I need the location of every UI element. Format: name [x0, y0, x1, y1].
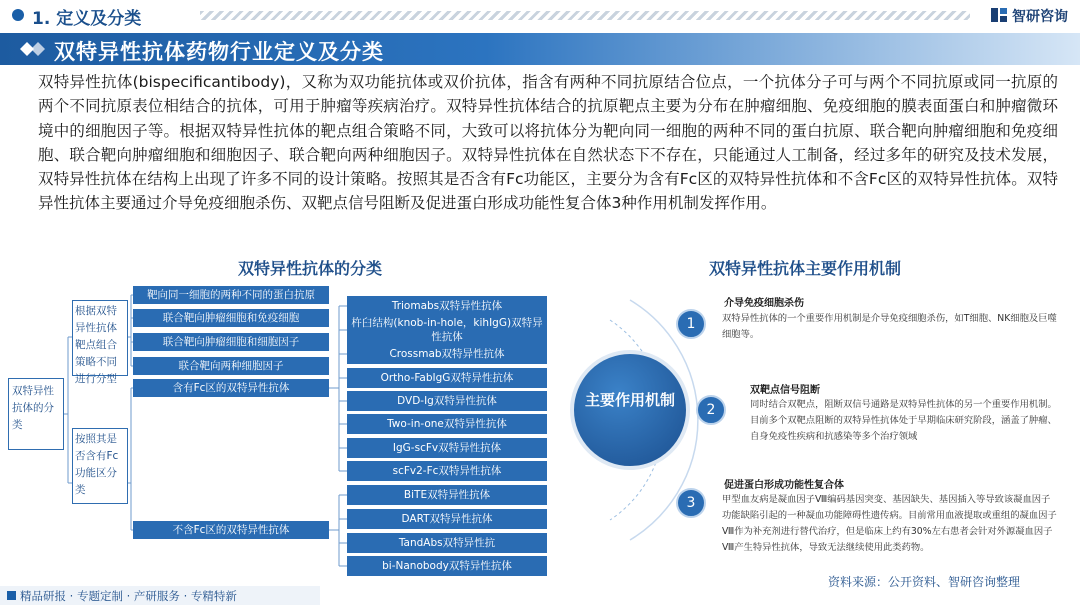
tree-leaf-dart: DART双特异性抗体 [347, 509, 547, 529]
tree-leaf-dvd-ig: DVD-Ig双特异性抗体 [347, 391, 547, 411]
tree-node-tumor-cytokine: 联合靶向肿瘤细胞和细胞因子 [133, 333, 329, 351]
tree-leaf-kihigg: 杵臼结构(knob-in-hole，kihIgG)双特异性抗体 [347, 316, 547, 346]
tree-leaf-bi-nanobody: bi-Nanobody双特异性抗体 [347, 556, 547, 576]
tree-node-same-cell: 靶向同一细胞的两种不同的蛋白抗原 [133, 286, 329, 304]
tree-node-fc-yes: 含有Fc区的双特异性抗体 [133, 379, 329, 397]
tree-leaf-igg-scfv: IgG-scFv双特异性抗体 [347, 438, 547, 458]
tree-leaf-scfv2-fc: scFv2-Fc双特异性抗体 [347, 461, 547, 481]
mechanism-title: 双特异性抗体主要作用机制 [708, 259, 901, 278]
tree-leaf-tandabs: TandAbs双特异性抗 [347, 533, 547, 553]
section-title: 1. 定义及分类 [32, 9, 142, 29]
tree-leaf-two-in-one: Two-in-one双特异性抗体 [347, 414, 547, 434]
tree-group-target-strategy: 根据双特异性抗体靶点组合策略不同进行分型 [72, 300, 128, 376]
mechanism-badge-3: 3 [676, 488, 706, 518]
brand-name: 智研咨询 [1012, 9, 1068, 25]
footer-square-icon [7, 591, 16, 600]
mechanism-3-desc: 甲型血友病是凝血因子Ⅷ编码基因突变、基因缺失、基因插入等导致该凝血因子功能缺陷引起的一种凝血功能障碍性遗传病。目前常用血液提取或重组的凝血因子Ⅷ作为补充剂进行替代治疗，但是临床上约有30%左右患者会针对外源凝血因子Ⅷ产生特异性抗体，导致无法继续使用此类药物。 [722, 494, 1057, 553]
mechanism-badge-1: 1 [676, 309, 706, 339]
tree-root-node: 双特异性抗体的分类 [8, 378, 64, 450]
mechanism-1-desc: 双特异性抗体的一个重要作用机制是介导免疫细胞杀伤，如T细胞、NK细胞及巨噬细胞等。 [722, 313, 1057, 340]
tree-node-two-cytokines: 联合靶向两种细胞因子 [133, 357, 329, 375]
tree-node-tumor-immune: 联合靶向肿瘤细胞和免疫细胞 [133, 309, 329, 327]
page-title: 双特异性抗体药物行业定义及分类 [54, 40, 384, 64]
mechanism-badge-2: 2 [696, 395, 726, 425]
tree-leaf-bite: BiTE双特异性抗体 [347, 485, 547, 505]
mechanism-1-title: 介导免疫细胞杀伤 [724, 298, 804, 309]
tree-leaf-triomabs: Triomabs双特异性抗体 [347, 296, 547, 316]
footer-tagline: 精品研报 · 专题定制 · 产研服务 · 专精特新 [20, 589, 237, 603]
mechanism-3-title: 促进蛋白形成功能性复合体 [724, 480, 844, 491]
mechanism-center-label: 主要作用机制 [584, 391, 675, 409]
tree-node-fc-no: 不含Fc区的双特异性抗体 [133, 521, 329, 539]
mechanism-center-circle [570, 350, 690, 470]
intro-paragraph: 双特异性抗体(bispecificantibody)，又称为双功能抗体或双价抗体，指含有两种不同抗原结合位点，一个抗体分子可与两个不同抗原或同一抗原的两个不同抗原表位相结合的抗体，可用于肿瘤等疾病治疗。双特异性抗体结合的抗原靶点主要为分布在肿瘤细胞、免疫细胞的膜表面蛋白和肿瘤微环境中的细胞因子等。根据双特异性抗体的靶点组合策略不同，大致可以将抗体分为靶向同一细胞的两种不同的蛋白抗原、联合靶向肿瘤细胞和免疫细胞、联合靶向肿瘤细胞和细胞因子、联合靶向两种细胞因子。双特异性抗体在自然状态下不存在，只能通过人工制备，经过多年的研究及技术发展，双特异性抗体在结构上出现了许多不同的设计策略。按照其是否含有Fc功能区，主要分为含有Fc区的双特异性抗体和不含Fc区的双特异性抗体。双特异性抗体主要通过介导免疫细胞杀伤、双靶点信号阻断及促进蛋白形成功能性复合体3种作用机制发挥作用。 [38, 73, 1058, 213]
mechanism-2-title: 双靶点信号阻断 [750, 385, 820, 396]
mechanism-2-desc: 同时结合双靶点，阻断双信号通路是双特异性抗体的另一个重要作用机制。目前多个双靶点阻断的双特异性抗体处于早期临床研究阶段，涵盖了肿瘤、自身免疫性疾病和抗感染等多个治疗领域 [750, 399, 1057, 442]
tree-leaf-crossmab: Crossmab双特异性抗体 [347, 344, 547, 364]
source-note: 资料来源：公开资料、智研咨询整理 [828, 575, 1021, 589]
classification-title: 双特异性抗体的分类 [237, 259, 382, 278]
tree-group-fc-region: 按照其是否含有Fc功能区分类 [72, 428, 128, 504]
tree-leaf-ortho-fab: Ortho-FabIgG双特异性抗体 [347, 368, 547, 388]
